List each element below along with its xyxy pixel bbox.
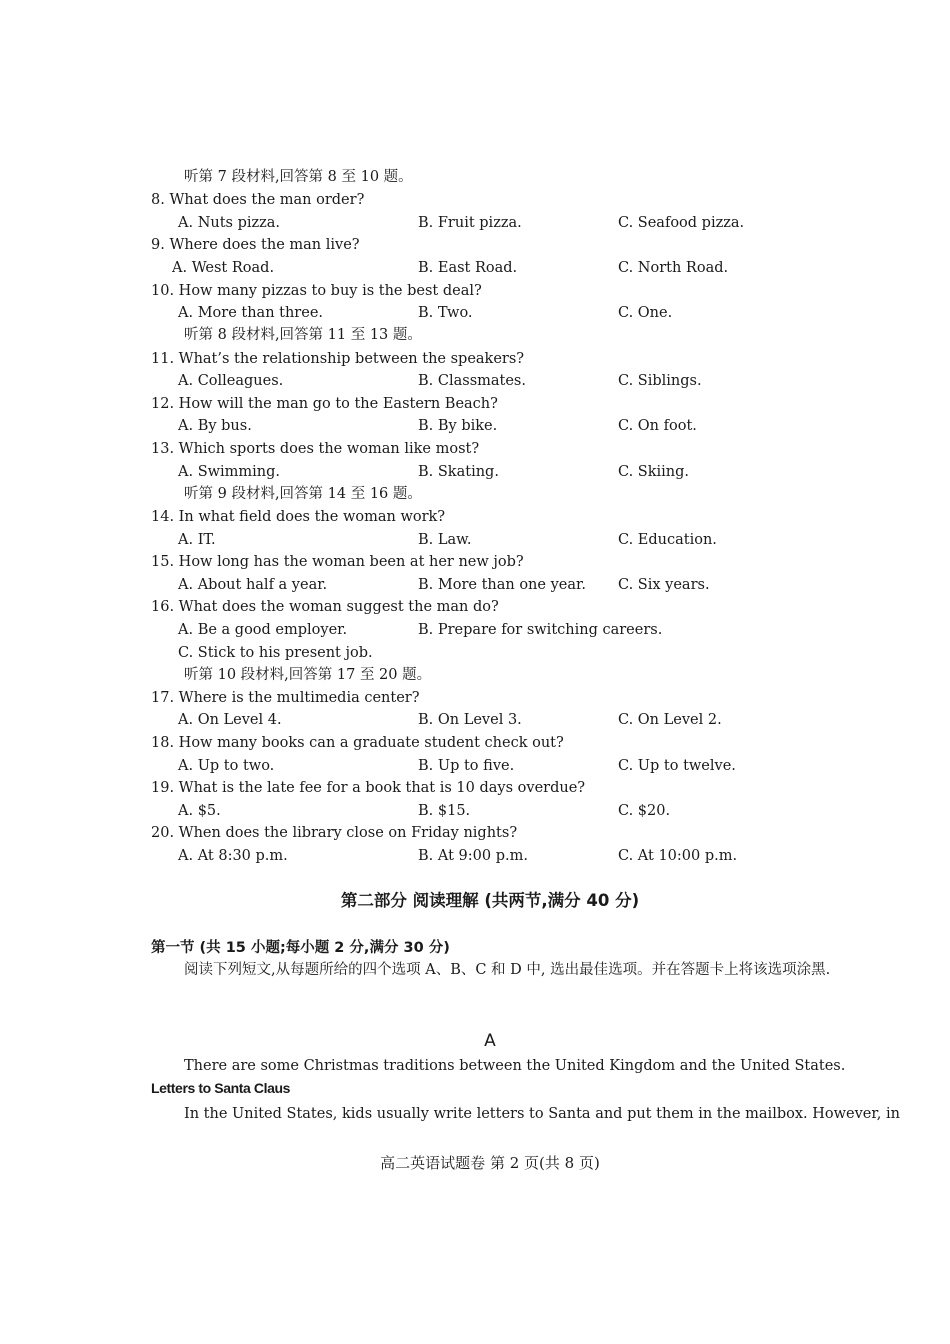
q9-option-a: A. West Road.	[172, 260, 275, 276]
q19-option-a: A. $5.	[178, 803, 221, 819]
q15-option-c: C. Six years.	[618, 577, 710, 593]
question-9: 9. Where does the man live?	[151, 237, 360, 253]
question-12: 12. How will the man go to the Eastern Beach?	[151, 396, 498, 412]
page-footer: 高二英语试题卷 第 2 页(共 8 页)	[380, 1154, 600, 1172]
q15-option-a: A. About half a year.	[178, 577, 328, 593]
passage-intro: There are some Christmas traditions between the United Kingdom and the United States.	[184, 1058, 846, 1074]
question-20: 20. When does the library close on Friday nights?	[151, 825, 518, 841]
q14-option-b: B. Law.	[418, 532, 472, 548]
question-13: 13. Which sports does the woman like most?	[151, 441, 480, 457]
q11-option-a: A. Colleagues.	[178, 373, 284, 389]
q14-option-c: C. Education.	[618, 532, 717, 548]
q17-option-a: A. On Level 4.	[178, 712, 282, 728]
part-2-title: 第二部分 阅读理解 (共两节,满分 40 分)	[340, 891, 640, 910]
q18-option-b: B. Up to five.	[418, 758, 515, 774]
question-15: 15. How long has the woman been at her new job?	[151, 554, 524, 570]
q13-option-b: B. Skating.	[418, 464, 499, 480]
q20-option-c: C. At 10:00 p.m.	[618, 848, 738, 864]
passage-subheading: Letters to Santa Claus	[151, 1080, 291, 1096]
q10-option-b: B. Two.	[418, 305, 473, 321]
q11-option-c: C. Siblings.	[618, 373, 702, 389]
question-11: 11. What’s the relationship between the speakers?	[151, 351, 525, 367]
q16-option-b: B. Prepare for switching careers.	[418, 622, 663, 638]
q10-option-c: C. One.	[618, 305, 673, 321]
section-10-instruction: 听第 10 段材料,回答第 17 至 20 题。	[184, 667, 432, 683]
passage-paragraph: In the United States, kids usually write letters to Santa and put them in the mailbox. However, in	[184, 1106, 900, 1122]
q11-option-b: B. Classmates.	[418, 373, 526, 389]
question-14: 14. In what field does the woman work?	[151, 509, 446, 525]
q9-option-b: B. East Road.	[418, 260, 518, 276]
q20-option-a: A. At 8:30 p.m.	[178, 848, 288, 864]
q9-option-c: C. North Road.	[618, 260, 729, 276]
question-17: 17. Where is the multimedia center?	[151, 690, 420, 706]
q17-option-c: C. On Level 2.	[618, 712, 722, 728]
q10-option-a: A. More than three.	[178, 305, 324, 321]
q20-option-b: B. At 9:00 p.m.	[418, 848, 528, 864]
q8-option-b: B. Fruit pizza.	[418, 215, 522, 231]
q16-option-a: A. Be a good employer.	[178, 622, 348, 638]
section-1-title: 第一节 (共 15 小题;每小题 2 分,满分 30 分)	[151, 940, 450, 956]
q18-option-a: A. Up to two.	[178, 758, 275, 774]
q19-option-b: B. $15.	[418, 803, 471, 819]
question-16: 16. What does the woman suggest the man do?	[151, 599, 499, 615]
q18-option-c: C. Up to twelve.	[618, 758, 736, 774]
reading-instructions: 阅读下列短文,从每题所给的四个选项 A、B、C 和 D 中, 选出最佳选项。并在答题卡上将该选项涂黑.	[184, 962, 831, 978]
q16-option-c: C. Stick to his present job.	[178, 645, 373, 661]
q17-option-b: B. On Level 3.	[418, 712, 522, 728]
q15-option-b: B. More than one year.	[418, 577, 586, 593]
question-19: 19. What is the late fee for a book that is 10 days overdue?	[151, 780, 586, 796]
q13-option-c: C. Skiing.	[618, 464, 690, 480]
question-18: 18. How many books can a graduate student check out?	[151, 735, 564, 751]
passage-letter: A	[484, 1031, 496, 1051]
q19-option-c: C. $20.	[618, 803, 671, 819]
q12-option-b: B. By bike.	[418, 418, 498, 434]
section-7-instruction: 听第 7 段材料,回答第 8 至 10 题。	[184, 169, 413, 185]
q14-option-a: A. IT.	[178, 532, 216, 548]
q8-option-a: A. Nuts pizza.	[178, 215, 281, 231]
q13-option-a: A. Swimming.	[178, 464, 281, 480]
section-9-instruction: 听第 9 段材料,回答第 14 至 16 题。	[184, 486, 422, 502]
q12-option-c: C. On foot.	[618, 418, 697, 434]
q8-option-c: C. Seafood pizza.	[618, 215, 745, 231]
question-10: 10. How many pizzas to buy is the best deal?	[151, 283, 482, 299]
section-8-instruction: 听第 8 段材料,回答第 11 至 13 题。	[184, 327, 422, 343]
q12-option-a: A. By bus.	[178, 418, 252, 434]
question-8: 8. What does the man order?	[151, 192, 365, 208]
